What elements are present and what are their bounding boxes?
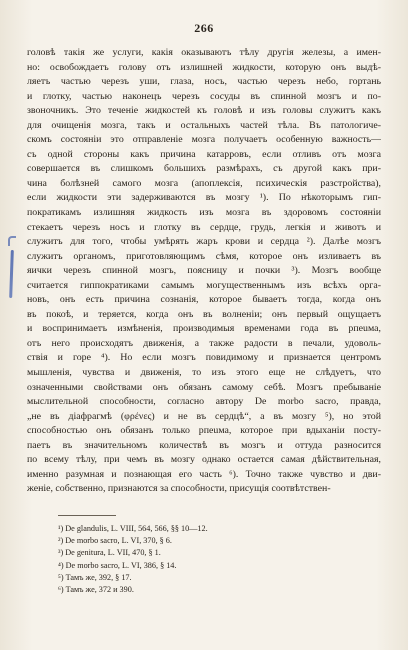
text-line: пократикамъ излишняя жидкость изъ мозга въ здоровомъ состояніи <box>27 207 381 219</box>
text-line: женіе, собственно, признаются за способности, присущія соотвѣтствен- <box>27 483 331 495</box>
text-line: ствія и горе ⁴). Но если мозгъ повидимому и признается центромъ <box>27 352 381 364</box>
text-line: „не въ діафрагмѣ (φρένες) и не въ сердцѣ“, а въ мозгу ⁵), но этой <box>27 410 381 422</box>
text-line: стекаетъ черезъ носъ и глотку въ сердце, грудь, легкія и животъ и <box>27 221 381 233</box>
text-line: и глотку, частью наконецъ черезъ сосуды въ спинной мозгъ и по- <box>27 90 381 102</box>
text-line: мышленія, чувства и движенія, то изъ этого еще не слѣдуетъ, что <box>27 367 381 379</box>
text-line: для очищенія мозга, такъ и остальныхъ частей тѣла. Въ патологиче- <box>27 119 381 131</box>
footnote: ⁶) Тамъ же, 372 и 390. <box>58 584 134 594</box>
text-line: паетъ въ значительномъ количествѣ въ мозгъ и оттуда разносится <box>27 439 381 451</box>
text-line: въ покоѣ, и теряется, когда онъ въ волненіи; онъ первый ощущаетъ <box>27 308 381 320</box>
main-text <box>27 46 381 497</box>
text-line: совершается въ слишкомъ большихъ размѣрахъ, съ другой какъ при- <box>27 163 381 175</box>
text-line: по всему тѣлу, при чемъ въ мозгу однако остается самая дѣйствительная, <box>27 454 381 466</box>
text-line: новъ, онъ есть причина сознанія, которое бываетъ тогда, когда онъ <box>27 294 381 306</box>
footnote: ¹) De glandulis, L. VIII, 564, 566, §§ 10—12. <box>58 524 208 533</box>
text-line: служитъ для того, чтобы умѣрять жаръ крови и сердца ²). Далѣе мозгъ <box>27 236 381 248</box>
footnote: ⁴) De morbo sacro, L. VI, 386, § 14. <box>58 560 177 570</box>
text-line: ляетъ частью черезъ уши, глаза, носъ, частью черезъ небо, гортань <box>27 76 381 88</box>
footnote: ²) De morbo sacro, L. VI, 370, § 6. <box>58 536 172 546</box>
text-line: и воспринимаетъ измѣненія, производимыя временами года въ рпеuма, <box>27 323 381 335</box>
text-line: головѣ такія же услуги, какія оказываютъ тѣлу другія железы, а имен- <box>27 47 381 58</box>
footnotes <box>58 523 378 596</box>
text-line: именно разумная и познающая его часть ⁶). Точно также чувство и дви- <box>27 468 381 480</box>
footnote-divider <box>58 515 116 516</box>
text-line: яички черезъ спинной мозгъ, поясницу и почки ³). Мозгъ вообще <box>27 265 381 277</box>
text-line: служитъ органомъ, приготовляющимъ сѣмя, которое онъ изливаетъ въ <box>27 250 381 262</box>
text-line: звоночникъ. Это теченіе жидкостей къ головѣ и изъ головы служитъ какъ <box>27 105 381 117</box>
text-line: чина болѣзней самого мозга (апоплексія, психическія разстройства), <box>27 177 381 189</box>
page-number: 266 <box>194 21 214 35</box>
text-line: если жидкости эти задерживаются въ мозгу ¹). По нѣкоторымъ гип- <box>27 192 381 204</box>
text-line: отъ него происходятъ движенія, а также радости в печали, удоволь- <box>27 337 381 349</box>
text-line: способностью онъ обязанъ только рпеuма, которое при вдыханіи посту- <box>27 425 381 437</box>
text-line: скомъ состояніи это отправленіе мозга получаетъ особенную важность— <box>27 134 381 146</box>
pencil-mark-hook <box>8 236 16 246</box>
footnote: ³) De genitura, L. VII, 470, § 1. <box>58 548 161 558</box>
text-line: но: освобождаетъ голову отъ излишней жидкости, которую онъ выдѣ- <box>27 61 381 73</box>
pencil-margin-mark <box>9 250 14 298</box>
text-line: мыслительной способности, согласно автору De morbo sacro, правда, <box>27 396 381 408</box>
text-line: означенными свойствами онъ обязанъ самому себѣ. Мозгъ пребываніе <box>27 381 381 393</box>
footnote: ⁵) Тамъ же, 392, § 17. <box>58 572 132 582</box>
text-line: съ одной стороны какъ причина катарровъ, если отливъ отъ мозга <box>27 148 381 160</box>
text-line: считается гиппократиками самымъ могущественнымъ изъ всѣхъ орга- <box>27 279 381 291</box>
